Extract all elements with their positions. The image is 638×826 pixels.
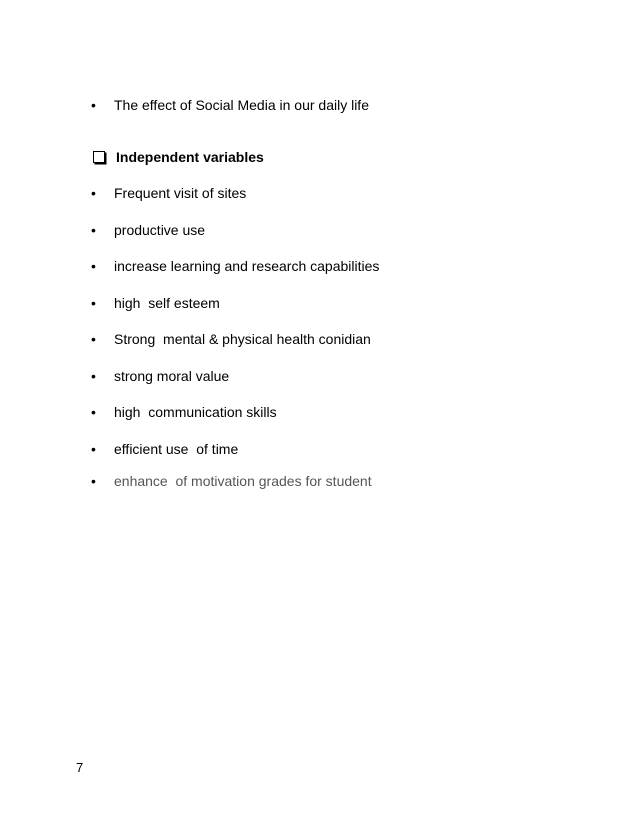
list-item-text: productive use <box>114 222 206 238</box>
section-heading <box>91 148 264 166</box>
list-item-text: enhance of motivation grades for student <box>114 473 372 489</box>
list-item-text: The effect of Social Media in our daily life <box>114 97 369 113</box>
bullet-icon: • <box>91 258 96 274</box>
list-item <box>91 257 379 275</box>
bullet-icon: • <box>91 331 96 347</box>
bullet-icon: • <box>91 97 96 113</box>
list-item-text: high self esteem <box>114 295 220 311</box>
bullet-icon: • <box>91 473 96 489</box>
bullet-icon: • <box>91 295 96 311</box>
page-number: 7 <box>76 760 84 775</box>
bullet-icon: • <box>91 185 96 201</box>
list-item <box>91 440 238 458</box>
list-item <box>91 221 205 239</box>
list-item <box>91 367 229 385</box>
bullet-icon: • <box>91 404 96 420</box>
bullet-icon: • <box>91 441 96 457</box>
heading-text: Independent variables <box>116 149 264 165</box>
list-item-text: increase learning and research capabilities <box>114 258 380 274</box>
bullet-icon: • <box>91 222 96 238</box>
list-item <box>91 294 220 312</box>
list-item <box>91 472 372 490</box>
checkbox-bullet-icon <box>93 151 105 163</box>
list-item-text: Frequent visit of sites <box>114 185 247 201</box>
list-item <box>91 330 371 348</box>
list-item <box>91 184 246 202</box>
list-item <box>91 403 277 421</box>
list-item-text: Strong mental & physical health conidian <box>114 331 371 347</box>
list-item-text: efficient use of time <box>114 441 239 457</box>
list-item-text: strong moral value <box>114 368 230 384</box>
list-item-text: high communication skills <box>114 404 277 420</box>
bullet-icon: • <box>91 368 96 384</box>
list-item <box>91 96 369 114</box>
